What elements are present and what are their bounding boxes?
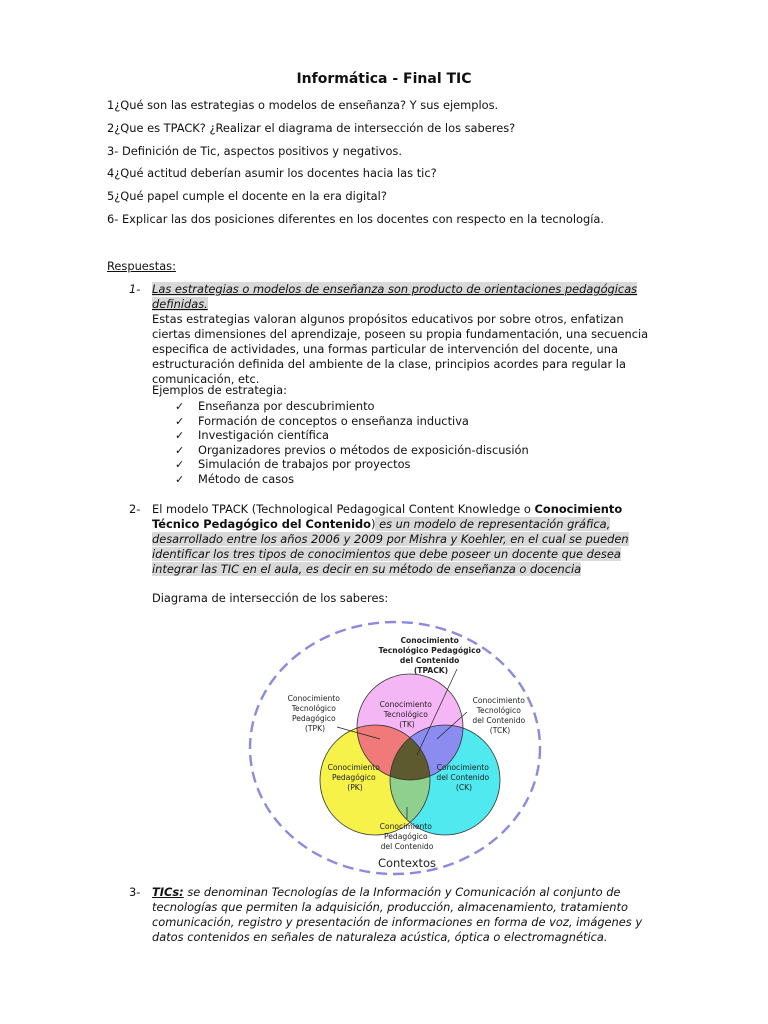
question-4: 4¿Qué actitud deberían asumir los docentes hacia las tic? [107,166,437,180]
answer-2-highlight: es un modelo de representación gráfica, desarrollado entre los años 2006 y 2009 por Mishra y Koehler, en el cual se pueden identificar los tres tipos de conocimientos que debe poseer un docente que desea integrar las TIC en el aula, es decir en su método de enseñanza o docencia [152,517,629,576]
check-icon: ✓ [175,400,185,413]
question-5: 5¿Qué papel cumple el docente en la era digital? [107,189,387,203]
pck-label: Conocimiento Pedagógico del Contenido [379,822,434,851]
list-item: ✓ Enseñanza por descubrimiento [175,399,375,413]
tck-label: Conocimiento Tecnológico del Contenido (TCK) [472,696,526,735]
contexts-label: Contextos [377,856,437,870]
respuestas-heading: Respuestas: [107,259,176,273]
answer-1-text [152,282,662,387]
pk-label: Conocimiento Pedagógico (PK) [327,763,380,792]
list-item: ✓ Investigación científica [175,428,330,443]
tpack-label: Conocimiento Tecnológico Pedagógico del Contenido (TPACK) [378,636,481,675]
answer-3-number: 3- [129,885,141,899]
tpack-name: Conocimiento Técnico Pedagógico del Contenido [152,502,623,531]
examples-title: Ejemplos de estrategia: [152,383,288,397]
check-icon: ✓ [175,443,185,457]
check-icon: ✓ [175,458,185,472]
check-icon: ✓ [175,414,185,428]
examples-list [175,399,529,487]
list-item: ✓ Organizadores previos o métodos de exposición-discusión [175,442,529,457]
question-6: 6- Explicar las dos posiciones diferentes en los docentes con respecto en la tecnología. [107,212,604,226]
ck-label: Conocimiento del Contenido (CK) [436,763,490,792]
answer-2-number: 2- [129,502,141,516]
question-1: 1¿Qué son las estrategias o modelos de enseñanza? Y sus ejemplos. [107,98,499,112]
check-icon: ✓ [175,472,185,486]
tpack-venn-diagram [245,617,545,877]
diagram-caption: Diagrama de intersección de los saberes: [152,591,389,605]
list-item: ✓ Simulación de trabajos por proyectos [175,457,411,472]
page-title: Informática - Final TIC [296,71,472,87]
list-item: ✓ Formación de conceptos o enseñanza inductiva [175,413,469,428]
answer-1-number: 1- [129,282,141,296]
answer-1-body: Estas estrategias valoran algunos propósitos educativos por sobre otros, enfatizan ciertas dimensiones del aprendizaje, poseen su propia fundamentación, una secuencia especifica de actividades, una formas particular de intervención del docente, una estructuración definida del ambiente de la clase, principios acordes para regular la comunicación, etc. [152,312,649,386]
check-icon: ✓ [175,429,185,443]
answer-2-text: El modelo TPACK (Technological Pedagogical Content Knowledge o Conocimiento Técnico Pedagógico del Contenido) es un modelo de representación gráfica, desarrollado entre los años 2006 y 2009 por Mishra y Koehler, en el cual se pueden identificar los tres tipos de conocimientos que debe poseer un docente que desea integrar las TIC en el aula, es decir en su método de enseñanza o docencia [152,502,629,576]
question-3: 3- Definición de Tic, aspectos positivos y negativos. [107,144,402,158]
tpk-label: Conocimiento Tecnológico Pedagógico (TPK) [287,694,340,733]
question-2: 2¿Que es TPACK? ¿Realizar el diagrama de intersección de los saberes? [107,121,516,135]
tics-term: TICs: [152,885,184,899]
tk-label: Conocimiento Tecnológico (TK) [379,700,432,729]
answer-1-highlight: Las estrategias o modelos de enseñanza son producto de orientaciones pedagógicas definidas. [152,282,638,311]
list-item: ✓ Método de casos [175,471,295,486]
answer-3-text: TICs: se denominan Tecnologías de la Información y Comunicación al conjunto de tecnologías que permiten la adquisición, producción, almacenamiento, tratamiento comunicación, registro y presentación de informaciones en forma de voz, imágenes y datos contenidos en señales de naturaleza acústica, óptica o electromagnética. [152,885,643,944]
